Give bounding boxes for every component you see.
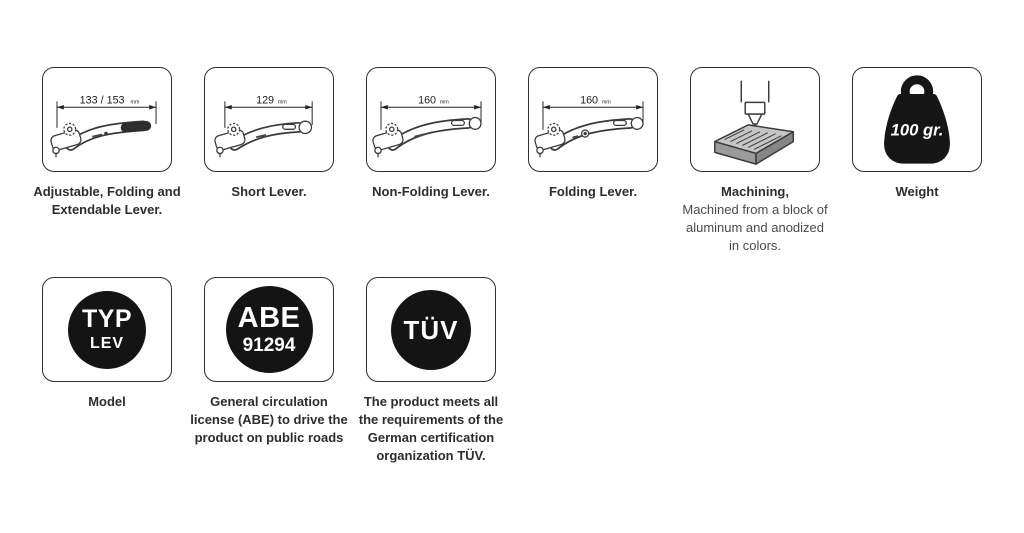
feature-title: Folding Lever.	[548, 184, 638, 199]
feature-title: General circulation license (ABE) to drive the product on public roads	[190, 394, 348, 445]
typ-lev-badge-icon	[68, 291, 146, 369]
dimension-unit: mm	[130, 98, 140, 105]
milling-machine-icon	[691, 69, 819, 171]
feature-card	[528, 67, 658, 172]
feature-tuv-certification	[341, 277, 521, 465]
feature-title: Short Lever.	[231, 184, 307, 199]
dimension-unit: mm	[277, 98, 287, 105]
feature-card	[42, 67, 172, 172]
feature-model	[17, 277, 197, 411]
folding-hinge	[582, 130, 589, 137]
feature-title: Model	[88, 394, 126, 409]
feature-machining	[665, 67, 845, 255]
feature-description: Machined from a block of aluminum and anodized in colors.	[682, 202, 828, 253]
folding-lever-icon	[529, 69, 657, 171]
badge-text-bottom: LEV	[89, 335, 125, 352]
dimension-value: 160	[580, 93, 599, 106]
lever-drawing	[50, 123, 146, 157]
lever-drawing	[534, 117, 643, 157]
feature-card	[42, 277, 172, 382]
feature-non-folding-lever	[341, 67, 521, 201]
feature-folding-lever	[503, 67, 683, 201]
dimension-value: 133 / 153	[79, 93, 125, 106]
feature-title: Adjustable, Folding and Extendable Lever.	[33, 184, 181, 217]
feature-title: Weight	[895, 184, 939, 199]
short-lever-icon	[205, 69, 333, 171]
feature-card	[366, 67, 496, 172]
feature-adjustable-lever	[17, 67, 197, 219]
feature-card	[690, 67, 820, 172]
weight-value-text: 100 gr.	[890, 120, 944, 140]
dimension-unit: mm	[601, 98, 611, 105]
badge-text-top: TÜV	[403, 314, 459, 345]
badge-text-top: TYP	[81, 305, 133, 333]
feature-card	[852, 67, 982, 172]
dimension-value: 160	[418, 93, 437, 106]
feature-card	[204, 67, 334, 172]
adjustable-folding-extendable-lever-icon	[43, 69, 171, 171]
feature-card	[366, 277, 496, 382]
weight-kettlebell-icon	[853, 69, 981, 171]
badge-text-top: ABE	[237, 302, 301, 334]
feature-abe-license	[179, 277, 359, 447]
badge-text-bottom: 91294	[242, 335, 296, 356]
non-folding-lever-icon	[367, 69, 495, 171]
feature-weight	[827, 67, 1007, 201]
lever-drawing	[214, 121, 312, 157]
aluminum-block	[715, 124, 793, 163]
feature-title: Machining,	[721, 184, 789, 199]
feature-title: Non-Folding Lever.	[372, 184, 490, 199]
lever-drawing	[372, 117, 481, 157]
feature-title: The product meets all the requirements of the German certification organization TÜV.	[358, 394, 504, 463]
feature-short-lever	[179, 67, 359, 201]
tuv-badge-icon	[391, 290, 471, 370]
feature-card	[204, 277, 334, 382]
dimension-value: 129	[256, 93, 275, 106]
abe-badge-icon	[226, 286, 313, 373]
dimension-unit: mm	[439, 98, 449, 105]
